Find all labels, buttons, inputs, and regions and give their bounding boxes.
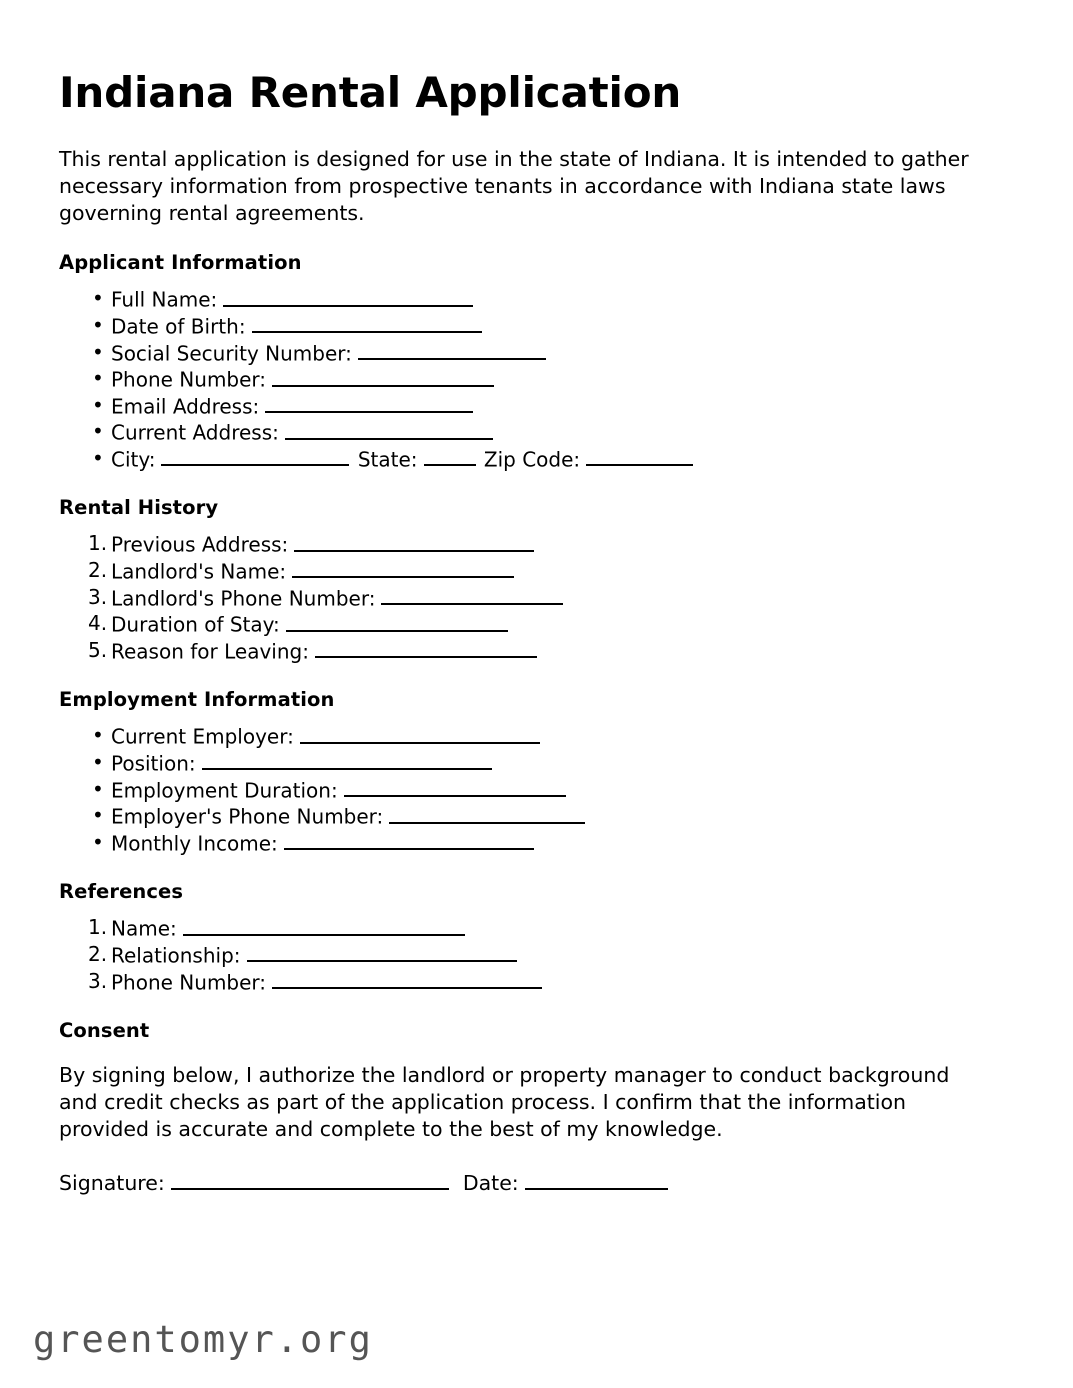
employment-field-blank-field[interactable]: [344, 777, 566, 797]
employment-field-blank-field[interactable]: [284, 830, 534, 850]
city-label: City:: [111, 447, 156, 472]
employment-information-field-list: [59, 711, 985, 856]
list-item: [59, 393, 985, 420]
consent-paragraph: By signing below, I authorize the landlord or property manager to conduct background and credit checks as part of the application process. I confirm that the information provided is accurate and complete to the best of my knowledge.: [59, 1063, 950, 1142]
references-field-list: [59, 903, 985, 995]
list-item: [59, 340, 985, 367]
list-item: [59, 611, 985, 638]
employment-field-blank-field[interactable]: [202, 750, 492, 770]
employment-field-blank-field[interactable]: [300, 723, 540, 743]
applicant-field-blank-field[interactable]: [272, 366, 494, 386]
employment-field-label: Position:: [111, 751, 196, 776]
rental-history-field-blank-field[interactable]: [292, 558, 514, 578]
list-item: [59, 286, 985, 313]
page-title: Indiana Rental Application: [59, 68, 682, 117]
rental-history-field-list: [59, 519, 985, 664]
employment-field-label: Employer's Phone Number:: [111, 804, 384, 829]
section-heading-rental-history: Rental History: [59, 496, 219, 520]
applicant-field-blank-field[interactable]: [252, 313, 482, 333]
applicant-field-blank-field[interactable]: [358, 340, 546, 360]
applicant-field-label: Current Address:: [111, 420, 279, 445]
list-item: [59, 558, 985, 585]
list-item: [59, 803, 985, 830]
section-heading-applicant-information: Applicant Information: [59, 251, 302, 275]
employment-field-label: Employment Duration:: [111, 778, 338, 803]
signature-label: Signature:: [59, 1171, 165, 1196]
site-watermark: greentomyr.org: [33, 1318, 373, 1361]
applicant-field-blank-field[interactable]: [223, 286, 473, 306]
list-item: [59, 531, 985, 558]
zip-label: Zip Code:: [483, 447, 581, 472]
rental-history-field-blank-field[interactable]: [286, 611, 508, 631]
applicant-field-blank-field[interactable]: [285, 419, 493, 439]
reference-field-label: Name:: [111, 916, 177, 941]
list-item: [59, 419, 985, 446]
applicant-information-field-list: [59, 274, 985, 472]
list-item: [59, 638, 985, 665]
list-item: [59, 723, 985, 750]
list-item: [59, 777, 985, 804]
rental-history-field-blank-field[interactable]: [315, 638, 537, 658]
signature-row: [59, 1143, 985, 1195]
section-heading-references: References: [59, 880, 184, 904]
employment-field-label: Current Employer:: [111, 724, 294, 749]
section-heading-consent: Consent: [59, 1019, 150, 1043]
reference-field-blank-field[interactable]: [247, 942, 517, 962]
reference-field-label: Relationship:: [111, 943, 241, 968]
rental-history-field-label: Landlord's Phone Number:: [111, 586, 376, 611]
reference-field-blank-field[interactable]: [272, 969, 542, 989]
intro-paragraph: This rental application is designed for use in the state of Indiana. It is intended to gather necessary information from prospective tenants in accordance with Indiana state laws governing rental agreements.: [59, 147, 969, 226]
date-label: Date:: [462, 1171, 519, 1196]
city-blank-field[interactable]: [161, 446, 349, 466]
zip-blank-field[interactable]: [586, 446, 693, 466]
employment-field-label: Monthly Income:: [111, 831, 278, 856]
list-item: [59, 585, 985, 612]
document-content: [59, 0, 985, 1195]
rental-history-field-label: Landlord's Name:: [111, 559, 287, 584]
list-item: [59, 366, 985, 393]
state-label: State:: [357, 447, 418, 472]
applicant-field-label: Social Security Number:: [111, 340, 352, 365]
section-heading-employment-information: Employment Information: [59, 688, 335, 712]
rental-history-field-blank-field[interactable]: [381, 585, 563, 605]
reference-field-blank-field[interactable]: [183, 915, 465, 935]
rental-history-field-label: Previous Address:: [111, 532, 289, 557]
applicant-field-label: Full Name:: [111, 287, 218, 312]
signature-blank-field[interactable]: [171, 1169, 449, 1190]
list-item: [59, 830, 985, 857]
rental-history-field-label: Reason for Leaving:: [111, 639, 309, 664]
list-item: [59, 969, 985, 996]
state-blank-field[interactable]: [424, 446, 476, 466]
rental-history-field-blank-field[interactable]: [294, 531, 534, 551]
reference-field-label: Phone Number:: [111, 970, 267, 994]
list-item: [59, 915, 985, 942]
applicant-field-blank-field[interactable]: [265, 393, 473, 413]
employment-field-blank-field[interactable]: [389, 803, 585, 823]
list-item: [59, 942, 985, 969]
date-blank-field[interactable]: [525, 1169, 668, 1190]
list-item: [59, 313, 985, 340]
rental-history-field-label: Duration of Stay:: [111, 612, 280, 637]
applicant-field-label: Date of Birth:: [111, 314, 246, 339]
list-item: [59, 750, 985, 777]
applicant-field-label: Email Address:: [111, 394, 260, 419]
list-item: [59, 446, 985, 473]
applicant-field-label: Phone Number:: [111, 367, 267, 392]
